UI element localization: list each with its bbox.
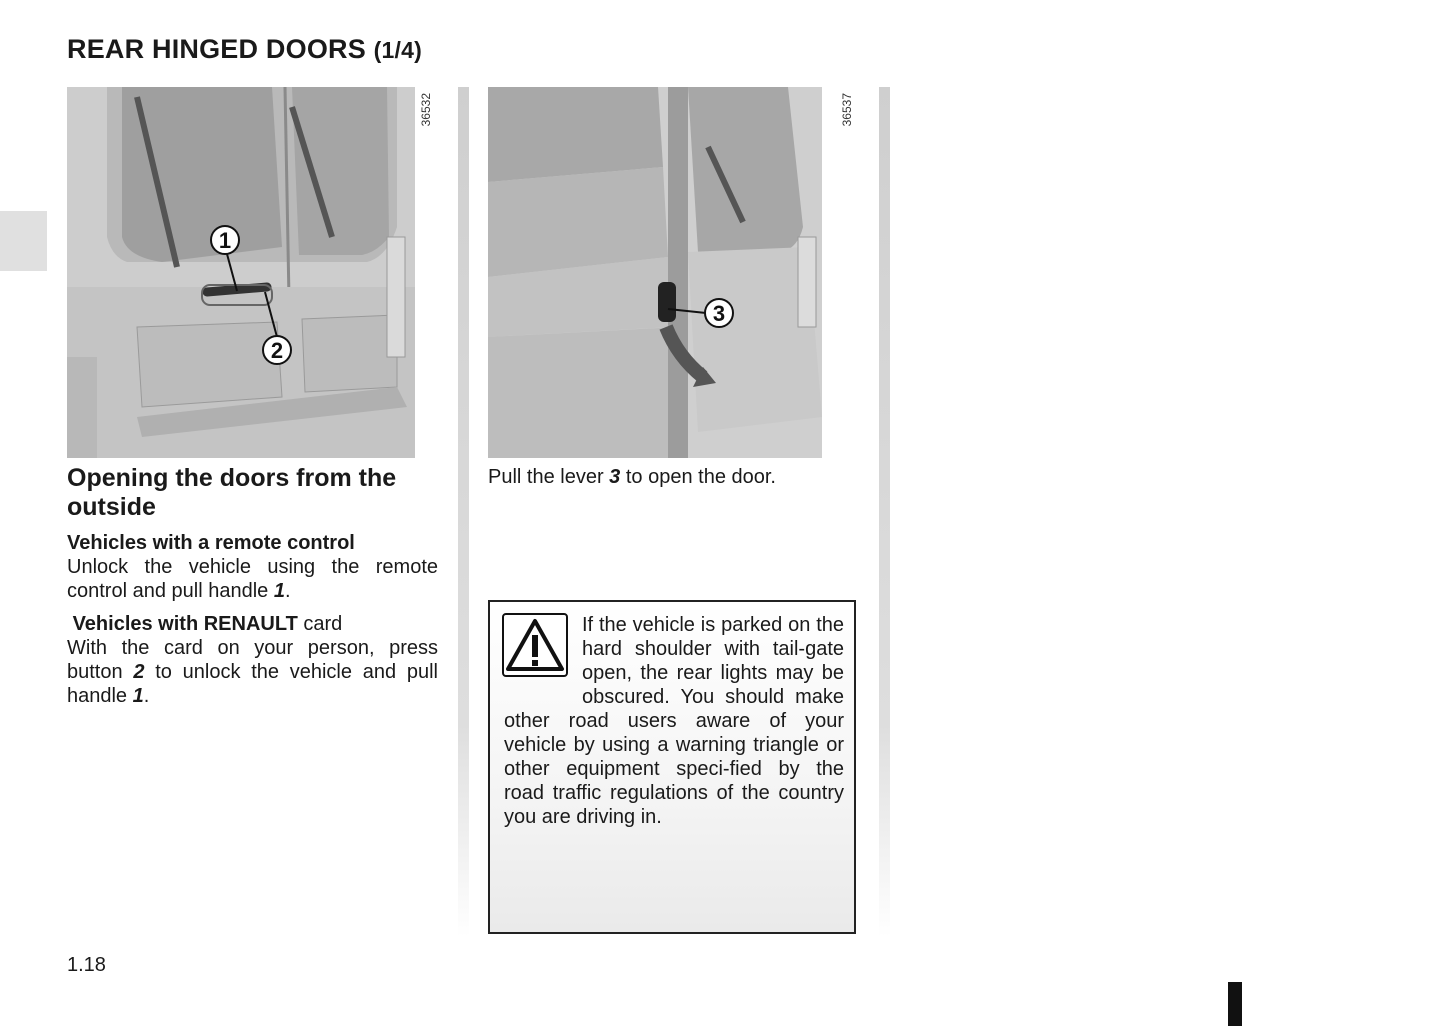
lever-ref: 3 [609, 466, 621, 488]
thumb-index-mark [1228, 982, 1242, 1026]
lever-instruction: Pull the lever 3 to open the door. [488, 466, 776, 488]
page-title-part: (1/4) [373, 37, 422, 63]
remote-subheading: Vehicles with a remote control [67, 532, 355, 554]
callout-1: 1 [218, 228, 232, 253]
figure-number: 36532 [419, 93, 433, 127]
page-title [67, 34, 422, 65]
handle-ref: 1 [132, 685, 144, 707]
figure-rear-door-handle [67, 87, 415, 458]
figure-rear-door-lever [488, 87, 822, 458]
card-text: With the card on your person, press button [67, 637, 438, 683]
warning-text: If the vehicle is parked on the hard shoulder with tail-gate open, the rear lights may be obscured. You should make other road users aware of your vehicle by using a warning triangle or other equipment speci-fied by the road traffic regulations of the country you are driving in. [504, 614, 844, 828]
column-divider [879, 87, 890, 937]
card-subheading: Vehicles with RENAULT [72, 613, 298, 635]
callout-2: 2 [270, 338, 284, 363]
button-ref: 2 [133, 661, 145, 683]
rear-door-illustration [67, 87, 415, 458]
figure-number: 36537 [840, 93, 854, 127]
section-tab [0, 211, 47, 271]
page-title-text: REAR HINGED DOORS [67, 34, 366, 64]
handle-ref: 1 [273, 580, 285, 602]
remote-text: Unlock the vehicle using the remote control and pull handle [67, 556, 438, 602]
column-divider [458, 87, 469, 937]
rear-door-interior-illustration [488, 87, 822, 458]
section-heading: Opening the doors from the outside [67, 464, 397, 521]
remote-control-paragraph: Vehicles with a remote control Unlock the vehicle using the remote control and pull handle 1. [67, 532, 438, 602]
renault-card-paragraph: Vehicles with RENAULT card With the card on your person, press button 2 to unlock the vehicle and pull handle 1. [67, 613, 438, 707]
page-number: 1.18 [67, 954, 106, 976]
callout-3: 3 [712, 301, 726, 326]
